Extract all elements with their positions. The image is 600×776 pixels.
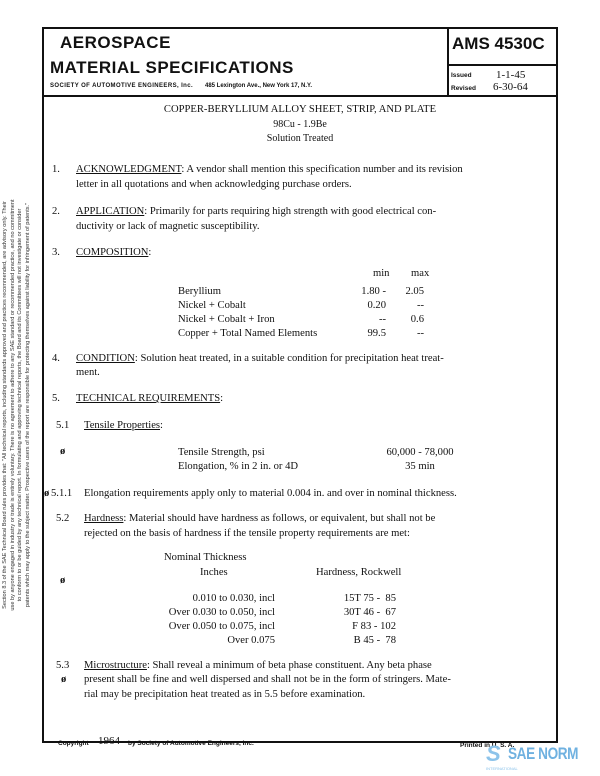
section-5-2-text-2: rejected on the basis of hardness if the tensile property requirements are met: <box>84 528 410 539</box>
watermark-sub: INTERNATIONAL <box>486 766 518 771</box>
colon: : <box>148 247 152 258</box>
section-5-2 <box>84 513 435 524</box>
section-4-heading: CONDITION <box>76 353 135 364</box>
header-material-specifications: MATERIAL SPECIFICATIONS <box>50 58 294 77</box>
tensile-property: Elongation, % in 2 in. or 4D <box>178 461 299 472</box>
hardness-thickness: Over 0.050 to 0.075, incl <box>168 621 275 632</box>
composition-col-min: min <box>373 268 390 279</box>
copyright-year: 1964 <box>98 735 120 747</box>
issued-date: 1-1-45 <box>496 69 526 81</box>
doc-subtitle-composition: 98Cu - 1.9Be <box>273 119 327 130</box>
section-2 <box>76 206 436 217</box>
tensile-value: 60,000 - 78,000 <box>386 447 454 458</box>
header-aerospace: AEROSPACE <box>60 33 171 52</box>
spec-number: AMS 4530C <box>452 34 545 53</box>
spec-box-left <box>447 27 449 97</box>
side-disclaimer <box>2 95 42 715</box>
section-5-1-1-text: Elongation requirements apply only to material 0.004 in. and over in nominal thickness. <box>84 488 457 499</box>
composition-col-max: max <box>411 268 430 279</box>
section-5-1-number: 5.1 <box>56 420 70 431</box>
section-3-number: 3. <box>52 247 60 258</box>
side-disclaimer-line: patents which may apply to the subject matter. Prospective users of the report are responsible for protecting themselves against liability for infringement of patents." <box>24 202 31 608</box>
section-1-number: 1. <box>52 164 60 175</box>
section-5-3-heading: Microstructure <box>84 660 147 671</box>
section-5-3-text-3: rial may be precipitation heat treated as in 5.5 before examination. <box>84 689 366 700</box>
section-3-heading: COMPOSITION <box>76 247 149 258</box>
revision-mark: ø <box>44 488 50 499</box>
hardness-value: B 45 - 78 <box>353 635 396 646</box>
section-1 <box>76 164 463 175</box>
header-divider <box>42 95 558 97</box>
tensile-value: 35 min <box>405 461 435 472</box>
composition-max: -- <box>416 328 424 339</box>
section-4-text-2: ment. <box>76 367 100 378</box>
section-5-1-1-number: 5.1.1 <box>51 488 73 499</box>
revised-label: Revised <box>451 85 476 92</box>
hardness-value: 30T 46 - 67 <box>343 607 396 618</box>
hardness-thickness: Over 0.075 <box>227 635 275 646</box>
section-4 <box>76 353 444 364</box>
hardness-thickness: Over 0.030 to 0.050, incl <box>168 607 275 618</box>
composition-max: 2.05 <box>405 286 424 297</box>
issued-label: Issued <box>451 72 472 79</box>
section-4-number: 4. <box>52 353 60 364</box>
composition-element: Beryllium <box>178 286 221 297</box>
hardness-col-thickness: Nominal Thickness <box>164 552 247 563</box>
copyright-label: Copyright <box>58 740 89 747</box>
section-5-number: 5. <box>52 393 60 404</box>
section-2-number: 2. <box>52 206 60 217</box>
sae-norm-watermark: SAE NORM <box>508 744 579 763</box>
section-5-2-heading: Hardness <box>84 513 124 524</box>
doc-title: COPPER-BERYLLIUM ALLOY SHEET, STRIP, AND PLATE <box>163 104 437 115</box>
side-disclaimer-line: use by anyone engaged in industry or trade is entirely voluntary. There is no agreement to adhere to any SAE standard or recommended practice, and no commitment <box>9 199 16 611</box>
composition-element: Copper + Total Named Elements <box>178 328 318 339</box>
section-1-heading: ACKNOWLEDGMENT <box>76 164 182 175</box>
section-3 <box>76 247 151 258</box>
section-5 <box>76 393 223 404</box>
hardness-value: 15T 75 - 85 <box>343 593 396 604</box>
spec-box-mid <box>447 64 558 66</box>
section-5-2-number: 5.2 <box>56 513 70 524</box>
section-2-text: : Primarily for parts requiring high strength with good electrical con- <box>144 206 437 217</box>
section-1-text: : A vendor shall mention this specification number and its revision <box>181 164 463 175</box>
side-disclaimer-line: to conform to or be guided by any technical report. In formulating and approving technical reports, the Board and its Committees will not investigate or consider <box>17 208 23 602</box>
header-address: 485 Lexington Ave., New York 17, N.Y. <box>205 83 313 89</box>
composition-max: -- <box>416 300 424 311</box>
composition-min: -- <box>378 314 386 325</box>
composition-max: 0.6 <box>410 314 424 325</box>
side-disclaimer-line: Section 8.3 of the SAE Technical Board rules provides that: "All technical reports, including standards approved and practices recommended, are advisory only. Their <box>2 201 8 609</box>
frame-top <box>42 27 558 29</box>
hardness-thickness: 0.010 to 0.030, incl <box>192 593 275 604</box>
composition-min: 99.5 <box>367 328 386 339</box>
composition-element: Nickel + Cobalt <box>178 300 246 311</box>
colon: : <box>220 393 224 404</box>
revision-mark: ø <box>60 446 66 457</box>
composition-min: 1.80 - <box>361 286 386 297</box>
section-5-heading: TECHNICAL REQUIREMENTS <box>76 393 221 404</box>
printed-in-usa: Printed in U. S. A. <box>460 742 515 749</box>
section-5-3-text: : Shall reveal a minimum of beta phase constituent. Any beta phase <box>146 660 432 671</box>
section-2-text-2: ductivity or lack of magnetic susceptibility. <box>76 221 260 232</box>
section-5-3 <box>84 660 432 671</box>
section-2-heading: APPLICATION <box>76 206 145 217</box>
tensile-property: Tensile Strength, psi <box>178 447 265 458</box>
sae-logo-icon: S <box>486 741 501 766</box>
section-5-2-text: : Material should have hardness as follows, or equivalent, but shall not be <box>123 513 436 524</box>
section-5-3-text-2: present shall be fine and well dispersed and shall not be in the form of stringers. Mate- <box>84 674 451 685</box>
section-5-1-heading: Tensile Properties <box>84 420 161 431</box>
composition-element: Nickel + Cobalt + Iron <box>178 314 275 325</box>
section-5-1 <box>84 420 163 431</box>
doc-subtitle-condition: Solution Treated <box>266 133 334 144</box>
section-1-text-2: letter in all quotations and when acknowledging purchase orders. <box>76 179 352 190</box>
composition-min: 0.20 <box>367 300 386 311</box>
revision-mark: ø <box>60 575 66 586</box>
hardness-col-rockwell: Hardness, Rockwell <box>316 567 402 578</box>
section-5-3-number: 5.3 <box>56 660 70 671</box>
hardness-col-thickness-unit: Inches <box>200 567 228 578</box>
hardness-value: F 83 - 102 <box>352 621 396 632</box>
revised-date: 6-30-64 <box>493 81 528 93</box>
header-society: SOCIETY OF AUTOMOTIVE ENGINEERS, Inc. <box>50 83 194 89</box>
section-4-text: : Solution heat treated, in a suitable condition for precipitation heat treat- <box>134 353 444 364</box>
colon: : <box>160 420 163 431</box>
revision-mark: ø <box>61 674 67 685</box>
copyright-holder: by Society of Automotive Engineers, Inc. <box>128 740 254 747</box>
